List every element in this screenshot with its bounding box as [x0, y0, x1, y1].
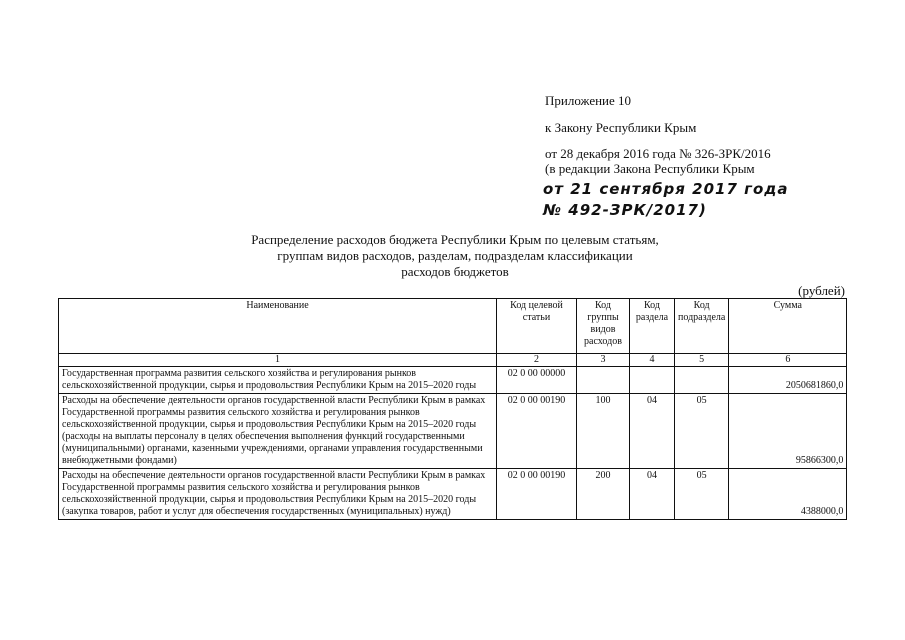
col-number: 1: [59, 354, 497, 367]
handwritten-revision-date: от 21 сентября 2017 года: [543, 180, 789, 198]
revision-note: (в редакции Закона Республики Крым: [545, 161, 755, 176]
row-name: Расходы на обеспечение деятельности органов государственной власти Республики Крым в рамках Государственной программы развития сельского хозяйства и регулирования рынков сельскохозяйственной продукции, сырья и продовольствия Республики Крым на 2015–2020 годы (расходы на выплаты персоналу в целях обеспечения выполнения функций государственными (муниципальными) органами, казенными учреждениями, органами управления государственными внебюджетными фондами): [59, 394, 497, 469]
row-subsection-code: [675, 367, 729, 394]
row-group-code: 100: [577, 394, 630, 469]
units-label: (рублей): [798, 283, 845, 298]
row-target-code: 02 0 00 00190: [497, 394, 577, 469]
col-header-sum: Сумма: [729, 299, 847, 354]
row-subsection-code: 05: [675, 469, 729, 520]
col-header-group: Код группы видов расходов: [577, 299, 630, 354]
table-row: [59, 469, 847, 520]
row-name: Расходы на обеспечение деятельности органов государственной власти Республики Крым в рамках Государственной программы развития сельского хозяйства и регулирования рынков сельскохозяйственной продукции, сырья и продовольствия Республики Крым на 2015–2020 годы (закупка товаров, работ и услуг для обеспечения государственных (муниципальных) нужд): [59, 469, 497, 520]
table-header-row: [59, 299, 847, 354]
budget-table: [58, 298, 847, 520]
law-reference: к Закону Республики Крым: [545, 120, 697, 135]
table-row: [59, 367, 847, 394]
col-number: 3: [577, 354, 630, 367]
table-row: [59, 394, 847, 469]
col-header-section: Код раздела: [630, 299, 675, 354]
col-number: 4: [630, 354, 675, 367]
document-title: [150, 232, 760, 280]
col-number: 2: [497, 354, 577, 367]
title-line-3: расходов бюджетов: [401, 264, 509, 279]
handwritten-revision-number: № 492-ЗРК/2017): [543, 201, 707, 219]
row-sum: 2050681860,0: [729, 367, 847, 394]
title-line-2: группам видов расходов, разделам, подразделам классификации: [277, 248, 633, 263]
row-section-code: 04: [630, 394, 675, 469]
row-target-code: 02 0 00 00000: [497, 367, 577, 394]
row-group-code: 200: [577, 469, 630, 520]
col-number: 6: [729, 354, 847, 367]
row-section-code: [630, 367, 675, 394]
row-name: Государственная программа развития сельского хозяйства и регулирования рынков сельскохозяйственной продукции, сырья и продовольствия Республики Крым на 2015–2020 годы: [59, 367, 497, 394]
row-section-code: 04: [630, 469, 675, 520]
col-header-target: Код целевой статьи: [497, 299, 577, 354]
col-header-subsection: Код подраздела: [675, 299, 729, 354]
appendix-number: Приложение 10: [545, 93, 632, 108]
row-subsection-code: 05: [675, 394, 729, 469]
row-target-code: 02 0 00 00190: [497, 469, 577, 520]
column-number-row: [59, 354, 847, 367]
row-sum: 95866300,0: [729, 394, 847, 469]
title-line-1: Распределение расходов бюджета Республики Крым по целевым статьям,: [251, 232, 659, 247]
law-date-number: от 28 декабря 2016 года № 326-ЗРК/2016: [545, 146, 771, 161]
col-header-name: Наименование: [59, 299, 497, 354]
row-group-code: [577, 367, 630, 394]
row-sum: 4388000,0: [729, 469, 847, 520]
col-number: 5: [675, 354, 729, 367]
